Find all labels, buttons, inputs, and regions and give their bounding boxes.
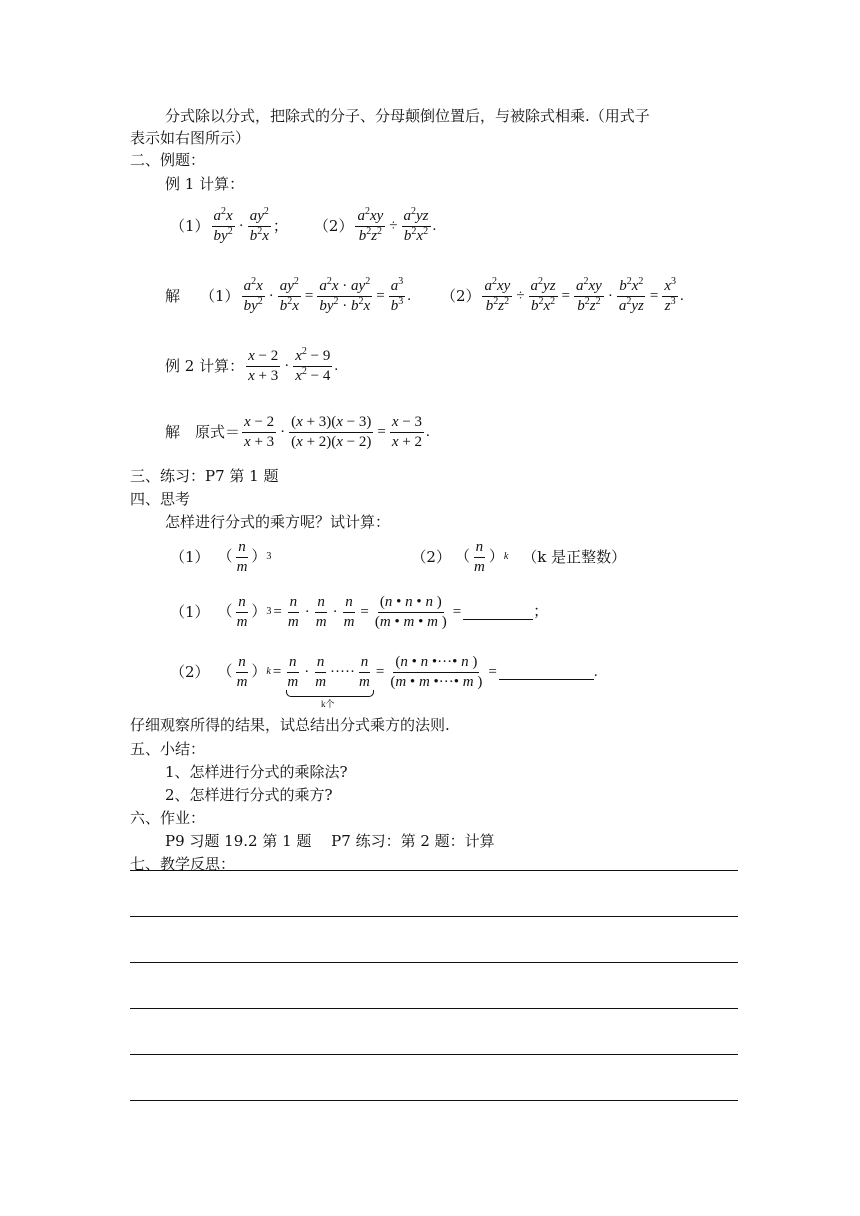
problem-2-label: （2） [411,548,451,566]
example-2: 例 2 计算： $\frac{x - 2}{x + 3}$ · $\frac{x^2 - 9}{x^2 - 4}$ . [165,345,339,384]
formula-fraction: $\frac{n}{m}$ [359,653,370,690]
formula-fraction: $\frac{a^2x}{by^2}$ [213,205,233,244]
formula-fraction: $\frac{a^2x \cdot ay^2}{by^2 \cdot b^2x}$ [319,275,371,314]
example-1-label: 例 1 计算： [165,175,245,193]
reflection-line [130,870,738,871]
answer-blank [499,665,594,680]
answer-blank [463,605,533,620]
problem-1-label: （1） [170,548,210,566]
summary-item-1: 1、怎样进行分式的乘除法? [165,763,348,781]
semicolon: ； [272,217,288,235]
problem-1-label: （1） [200,287,240,305]
power-problems: （1） （ $\frac{n}{m}$ ） 3 （2） （ $\frac{n}{m}$ ） k （k 是正整数） [170,538,627,575]
formula-fraction: $\frac{n}{m}$ [236,538,248,575]
reflection-line [130,916,738,917]
section-5-heading: 五、小结： [130,740,206,758]
section-4-question: 怎样进行分式的乘方呢？试计算： [165,513,391,531]
solution-2-label: 解 原式＝ [165,423,241,441]
section-2-heading: 二、例题： [130,151,206,169]
formula-fraction: $\frac{n}{m}$ [287,593,299,630]
power-work-2: （2） （ $\frac{n}{m}$ ） k = $\frac{n}{m}$ · $\frac{n}{m}$ ····· $\frac{n}{m}$ = $\frac{(n • n •\cdot\cdot\cdot• n )}{(m • m •\cdot\cdot\cdot• m )}$ = . [170,653,598,690]
reflection-line [130,1100,738,1101]
formula-fraction: $\frac{x - 2}{x + 3}$ [244,413,275,450]
conclusion: 仔细观察所得的结果，试总结出分式乘方的法则. [130,716,450,734]
formula-fraction: $\frac{x^3}{z^3}$ [664,275,676,314]
section-3-heading: 三、练习：P7 第 1 题 [130,467,279,485]
problem-2-label: （2） [313,217,354,235]
solution-1: 解 （1） $\frac{a^2x}{by^2}$ · $\frac{ay^2}{b^2x}$ = $\frac{a^2x \cdot ay^2}{by^2 \cdot b^2x}$ = $\frac{a^3}{b^3}$ . （2） $\frac{a^2xy}{b^2z^2}$ ÷ $\frac{a^2yz}{b^2x^2}$ = $\frac{a^2xy}{b^2z^2}$ · $\frac{b^2x^2}{a^2yz}$ = $\frac{x^3}{z^3}$ . [165,275,684,314]
problem-1-label: （1） [170,217,210,235]
problem-2-label: （2） [170,663,210,681]
section-7-heading: 七、教学反思： [130,855,236,873]
formula-fraction: $\frac{(n • n •\cdot\cdot\cdot• n )}{(m • m •\cdot\cdot\cdot• m )}$ [390,653,483,690]
formula-fraction: $\frac{ay^2}{b^2x}$ [249,205,269,244]
example-1-problems: （1） $\frac{a^2x}{by^2}$ · $\frac{ay^2}{b^2x}$ ； （2） $\frac{a^2xy}{b^2z^2}$ ÷ $\frac{a^2yz}{b^2x^2}$ . [170,205,437,244]
formula-fraction: $\frac{ay^2}{b^2x}$ [279,275,299,314]
reflection-line [130,1008,738,1009]
k-note: （k 是正整数） [522,548,627,566]
formula-fraction: $\frac{n}{m}$ [236,593,248,630]
homework-content: P9 习题 19.2 第 1 题 P7 练习：第 2 题：计算 [165,832,495,850]
formula-fraction: $\frac{n}{m}$ [473,538,485,575]
formula-fraction: $\frac{n}{m}$ [315,593,327,630]
formula-fraction: $\frac{a^2xy}{b^2z^2}$ [357,205,384,244]
formula-fraction: $\frac{n}{m}$ [343,593,355,630]
intro-line-2: 表示如右图所示） [130,129,251,147]
section-4-heading: 四、思考 [130,490,191,508]
section-6-heading: 六、作业： [130,809,206,827]
formula-fraction: $\frac{n}{m}$ [315,653,327,690]
intro-line-1: 分式除以分式，把除式的分子、分母颠倒位置后，与被除式相乘.（用式子 [165,107,650,125]
formula-fraction: $\frac{a^2xy}{b^2z^2}$ [576,275,602,314]
formula-fraction: $\frac{a^2x}{by^2}$ [243,275,263,314]
example-2-label: 例 2 计算： [165,357,245,375]
solution-label: 解 [165,287,181,305]
reflection-line [130,1054,738,1055]
formula-fraction: $\frac{n}{m}$ [287,653,299,690]
formula-fraction: $\frac{b^2x^2}{a^2yz}$ [618,275,644,314]
formula-fraction: $\frac{a^3}{b^3}$ [390,275,404,314]
formula-fraction: $\frac{a^2yz}{b^2x^2}$ [403,205,429,244]
problem-2-label: （2） [440,287,481,305]
reflection-line [130,962,738,963]
underbrace [286,690,374,697]
formula-fraction: $\frac{(x + 3)(x - 3)}{(x + 2)(x - 2)}$ [291,413,372,450]
formula-fraction: $\frac{a^2yz}{b^2x^2}$ [530,275,556,314]
formula-fraction: $\frac{n}{m}$ [236,653,248,690]
power-work-1: （1） （ $\frac{n}{m}$ ） 3 = $\frac{n}{m}$ · $\frac{n}{m}$ · $\frac{n}{m}$ = $\frac{(n • n • n )}{(m • m • m )}$ = ； [170,593,549,630]
summary-item-2: 2、怎样进行分式的乘方? [165,786,333,804]
solution-2: 解 原式＝ $\frac{x - 2}{x + 3}$ · $\frac{(x + 3)(x - 3)}{(x + 2)(x - 2)}$ = $\frac{x - 3}{x + 2}$ . [165,413,430,450]
formula-fraction: $\frac{x - 3}{x + 2}$ [391,413,423,450]
k-count-label: k个 [321,699,335,709]
formula-fraction: $\frac{a^2xy}{b^2z^2}$ [484,275,511,314]
problem-1-label: （1） [170,603,210,621]
formula-fraction: $\frac{x - 2}{x + 3}$ [248,347,279,384]
formula-fraction: $\frac{x^2 - 9}{x^2 - 4}$ [295,345,331,384]
formula-fraction: $\frac{(n • n • n )}{(m • m • m )}$ [374,593,447,630]
